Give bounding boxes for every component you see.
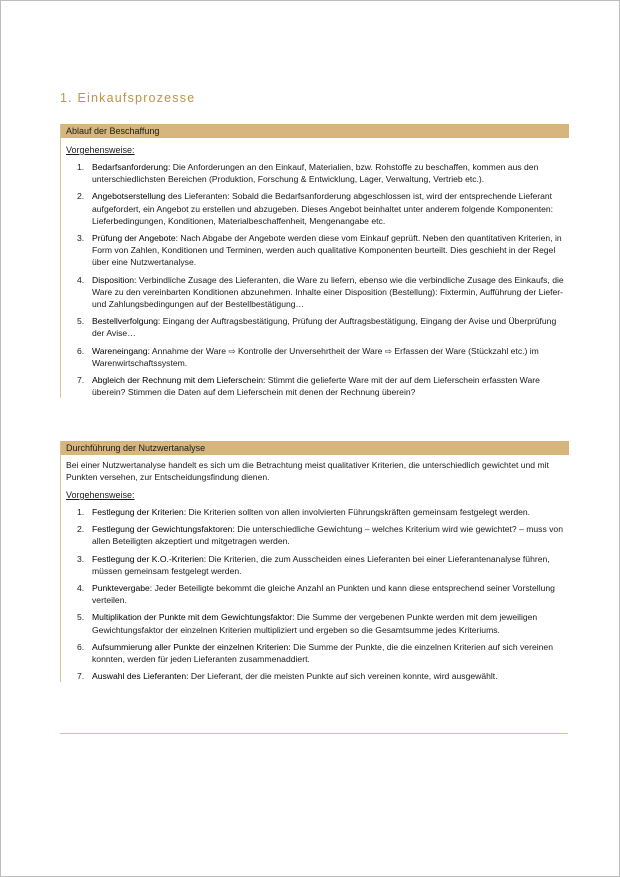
section-heading: Ablauf der Beschaffung <box>61 124 569 138</box>
item-text: Nach Abgabe der Angebote werden diese vom Einkauf geprüft. Neben den quantitativen Kriterien, in Form von Zahlen, Konditionen und Terminen, werden auch qualitative Komponenten beurteilt. Dies geschieht in der Regel über eine Nutzwertanalyse. <box>92 233 562 268</box>
item-text: Die Summe der vergebenen Punkte werden mit dem jeweiligen Gewichtungsfaktor der einzelnen Kriterien multipliziert und ergeben so die Gesamtsumme jedes Kriteriums. <box>92 612 538 635</box>
item-number: 6. <box>77 641 85 652</box>
item-number: 3. <box>77 233 85 244</box>
item-text: Jeder Beteiligte bekommt die gleiche Anzahl an Punkten und kann diese entsprechend seiner Vorstellung verteilen. <box>92 583 555 606</box>
list-item <box>61 232 569 269</box>
item-number: 7. <box>77 375 85 386</box>
item-text: Die Summe der Punkte, die die einzelnen Kriterien auf sich vereinen konnten, werden für jeden Lieferanten zusammenaddiert. <box>92 641 553 665</box>
subheading: Vorgehensweise: <box>66 490 135 500</box>
item-number: 7. <box>77 671 85 682</box>
item-text: Annahme der Ware ⇨ Kontrolle der Unversehrtheit der Ware ⇨ Erfassen der Ware (Stückzahl etc.) im Warenwirtschaftssystem. <box>92 345 539 368</box>
item-lead: Bedarfsanforderung: <box>92 162 171 172</box>
list-item <box>61 161 569 185</box>
item-number: 6. <box>77 345 85 356</box>
section-intro: Bei einer Nutzwertanalyse handelt es sich um die Betrachtung meist qualitativer Kriterien, die unterschiedlich gewichtet und mit Punkten versehen, zur Entscheidungsfindung dienen. <box>66 460 549 482</box>
item-number: 3. <box>77 553 85 564</box>
item-text: Die Anforderungen an den Einkauf, Materialien, bzw. Rohstoffe zu beschaffen, kommen aus den unterschiedlichsten Bereichen (Produktion, Forschung & Entwicklung, Lager, Verwaltung, Vertrieb etc.). <box>92 162 539 185</box>
list-item <box>61 315 569 339</box>
list-item <box>61 523 569 547</box>
numbered-list <box>61 161 569 398</box>
item-number: 4. <box>77 583 85 594</box>
item-text: Die Kriterien, die zum Ausscheiden eines Lieferanten bei einer Lieferantenanalyse führen, müssen gemeinsam festgelegt werden. <box>92 553 550 576</box>
list-item <box>61 506 569 518</box>
item-lead: Wareneingang: <box>92 345 150 356</box>
list-item <box>61 670 569 682</box>
item-lead: Angebotserstellung <box>92 191 166 202</box>
list-item <box>61 190 569 227</box>
item-lead: Punktevergabe: <box>92 583 153 594</box>
list-item <box>61 611 569 635</box>
item-lead: Abgleich der Rechnung mit dem Lieferschein: <box>92 375 266 386</box>
item-lead: Auswahl des Lieferanten: <box>92 671 189 682</box>
item-lead: Prüfung der Angebote: <box>92 233 179 244</box>
item-text: Eingang der Auftragsbestätigung, Prüfung der Auftragsbestätigung, Eingang der Avise und Überprüfung der Avise… <box>92 316 557 339</box>
list-item <box>61 374 569 398</box>
item-text: Stimmt die gelieferte Ware mit der auf dem Lieferschein erfassten Ware überein? Stimmen die Daten auf dem Lieferschein mit denen der Rechnung überein? <box>92 375 540 398</box>
item-lead: Festlegung der Kriterien: <box>92 507 187 517</box>
numbered-list <box>61 506 569 682</box>
item-lead: Multiplikation der Punkte mit dem Gewichtungsfaktor: <box>92 612 295 623</box>
item-number: 2. <box>77 191 85 202</box>
item-number: 5. <box>77 316 85 327</box>
item-text: Der Lieferant, der die meisten Punkte auf sich vereinen konnte, wird ausgewählt. <box>188 671 498 682</box>
list-item <box>61 274 569 311</box>
section-nutzwertanalyse <box>60 441 569 682</box>
item-lead: Festlegung der K.O.-Kriterien: <box>92 553 207 564</box>
item-text: Die unterschiedliche Gewichtung – welches Kriterium wird wie gewichtet? – muss von allen Beteiligten akzeptiert und mitgetragen werden. <box>92 524 563 547</box>
item-lead: Aufsummierung aller Punkte der einzelnen Kriterien: <box>92 641 291 652</box>
item-number: 4. <box>77 274 85 285</box>
item-number: 1. <box>77 507 85 517</box>
document-title: 1. Einkaufsprozesse <box>60 91 196 105</box>
item-text: des Lieferanten: Sobald die Bedarfsanforderung abgeschlossen ist, wird der entsprechende Lieferant aufgefordert, ein Angebot zu erstellen und abzugeben. Dieses Angebot beinhaltet unter anderem folgende Komponenten: Lieferbedingungen, Konditionen, Materialbeschaffenheit, Mengenangabe etc. <box>92 191 554 226</box>
item-text: Verbindliche Zusage des Lieferanten, die Ware zu liefern, ebenso wie die verbindliche Zusage des Einkaufs, die Ware zu den vereinbarten Konditionen abzunehmen. Inhalte einer Disposition (Bestellung): Fixtermin, Aufführung der Liefer- und Zahlungsbedingungen auf der Bestellbestätigung… <box>92 274 564 310</box>
subheading: Vorgehensweise: <box>66 145 135 155</box>
list-item <box>61 641 569 665</box>
list-item <box>61 345 569 369</box>
section-ablauf <box>60 124 569 398</box>
list-item <box>61 553 569 577</box>
item-text: Die Kriterien sollten von allen involvierten Führungskräften gemeinsam festgelegt werden. <box>186 507 531 517</box>
list-item <box>61 582 569 606</box>
item-number: 1. <box>77 162 85 172</box>
item-number: 5. <box>77 612 85 623</box>
item-number: 2. <box>77 524 85 535</box>
section-bottom-rule <box>60 733 568 734</box>
item-lead: Festlegung der Gewichtungsfaktoren: <box>92 524 235 535</box>
item-lead: Disposition: <box>92 274 137 285</box>
item-lead: Bestellverfolgung: <box>92 316 161 327</box>
section-heading: Durchführung der Nutzwertanalyse <box>61 441 569 455</box>
